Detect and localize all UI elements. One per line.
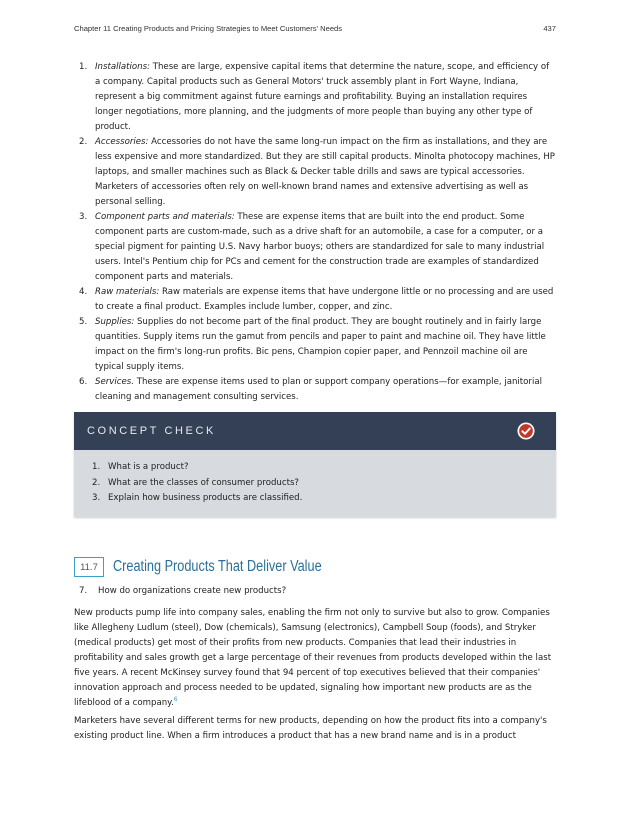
list-item-text: These are large, expensive capital items that determine the nature, scope, and efficiency of a company. Capital products such as General Motors' truck assembly plant in Fort Wayne, Indiana, represent a big commitment against future earnings and profitability. Buying an installation requires longer negotiations, more planning, and the judgments of more people than buying any other type of product. [95,62,550,132]
business-products-list [74,60,556,405]
page-number: 437 [543,24,556,33]
list-item-text: These are expense items that are built into the end product. Some component parts are custom-made, such as a drive shaft for an automobile, a case for a computer, or a special pigment for painting U.S. Navy harbor buoys; others are standardized for sale to many industrial users. Intel's Pentium chip for PCs and cement for the construction trade are examples of standardized component parts and materials. [95,212,545,282]
list-item: 6. Services. These are expense items used to plan or support company operations—for example, janitorial cleaning and management consulting services. [79,377,543,402]
list-item-text: These are expense items used to plan or support company operations—for example, janitorial cleaning and management consulting services. [95,377,543,402]
concept-check-title: CONCEPT CHECK [87,425,216,437]
main-content [74,60,556,517]
concept-check-box [74,412,556,517]
footnote-marker[interactable]: 6 [173,696,178,703]
section-heading [74,557,367,577]
list-item: 1. Installations: These are large, expensive capital items that determine the nature, scope, and efficiency of a company. Capital products such as General Motors' truck assembly plant in Fort Wayne, Indiana, represent a big commitment against future earnings and profitability. Buying an installation requires longer negotiations, more planning, and the judgments of more people than buying any other type of product. [79,62,550,132]
page-header [74,24,556,33]
concept-check-list [74,450,556,507]
list-item-text: Raw materials are expense items that have undergone little or no processing and are used to create a final product. Examples include lumber, copper, and zinc. [95,287,554,312]
chapter-title: Chapter 11 Creating Products and Pricing Strategies to Meet Customers' Needs [74,24,343,33]
list-item: 3. Component parts and materials: These are expense items that are built into the end product. Some component parts are custom-made, such as a drive shaft for an automobile, a case for a computer, or a special pigment for painting U.S. Navy harbor buoys; others are standardized for sale to many industrial users. Intel's Pentium chip for PCs and cement for the construction trade are examples of standardized component parts and materials. [79,212,545,282]
list-item: 5. Supplies: Supplies do not become part of the final product. They are bought routinely and in fairly large quantities. Supply items run the gamut from pencils and paper to paint and machine oil. They have little impact on the firm's long-run profits. Bic pens, Champion copier paper, and Pennzoil machine oil are typical supply items. [79,317,546,372]
list-item-text: Supplies do not become part of the final product. They are bought routinely and in fairly large quantities. Supply items run the gamut from pencils and paper to paint and machine oil. They have little impact on the firm's long-run profits. Bic pens, Champion copier paper, and Pennzoil machine oil are typical supply items. [95,317,546,372]
learning-question: 7. How do organizations create new products? [79,586,287,596]
list-item: 3. Explain how business products are classified. [92,493,303,503]
paragraph: New products pump life into company sales, enabling the firm not only to survive but also to grow. Companies like Allegheny Ludlum (steel), Dow (chemicals), Samsung (electronics), Campbell Soup (foods), and Stryker (medical products) get most of their profits from new products. Companies that lead their industries in profitability and sales growth get a large percentage of their revenues from products developed within the last five years. A recent McKinsey survey found that 94 percent of top executives believed that their companies' innovation approach and process needed to be updated, signaling how important new products are as the lifeblood of a company.$^6$ [74,608,552,708]
list-item-term: Component parts and materials: [95,212,235,222]
list-item-term: Raw materials: [95,287,160,297]
list-item: 4. Raw materials: Raw materials are expense items that have undergone little or no processing and are used to create a final product. Examples include lumber, copper, and zinc. [79,287,554,312]
list-item: 2. Accessories: Accessories do not have the same long-run impact on the firm as installations, and they are less expensive and more standardized. But they are still capital products. Minolta photocopy machines, HP laptops, and smaller machines such as Black & Decker table drills and saws are typical accessories. Marketers of accessories often rely on well-known brand names and extensive advertising as well as personal selling. [79,137,555,207]
list-item: 1. What is a product? [92,462,189,472]
section-title: Creating Products That Deliver Value [113,558,322,575]
checkmark-circle-icon [517,422,535,440]
list-item-term: Installations: [95,62,150,72]
list-item-term: Supplies: [95,317,135,327]
list-item-text: Accessories do not have the same long-run impact on the firm as installations, and they are less expensive and more standardized. But they are still capital products. Minolta photocopy machines, HP laptops, and smaller machines such as Black & Decker table drills and saws are typical accessories. Marketers of accessories often rely on well-known brand names and extensive advertising as well as personal selling. [95,137,555,207]
concept-check-header [74,412,556,450]
list-item-term: Services. [95,377,134,387]
list-item: 2. What are the classes of consumer products? [92,477,299,488]
section-number-box: 11.7 [74,557,104,577]
paragraph: Marketers have several different terms for new products, depending on how the product fits into a company's existing product line. When a firm introduces a product that has a new brand name and is in a product [74,716,547,741]
list-item-term: Accessories: [95,137,149,147]
